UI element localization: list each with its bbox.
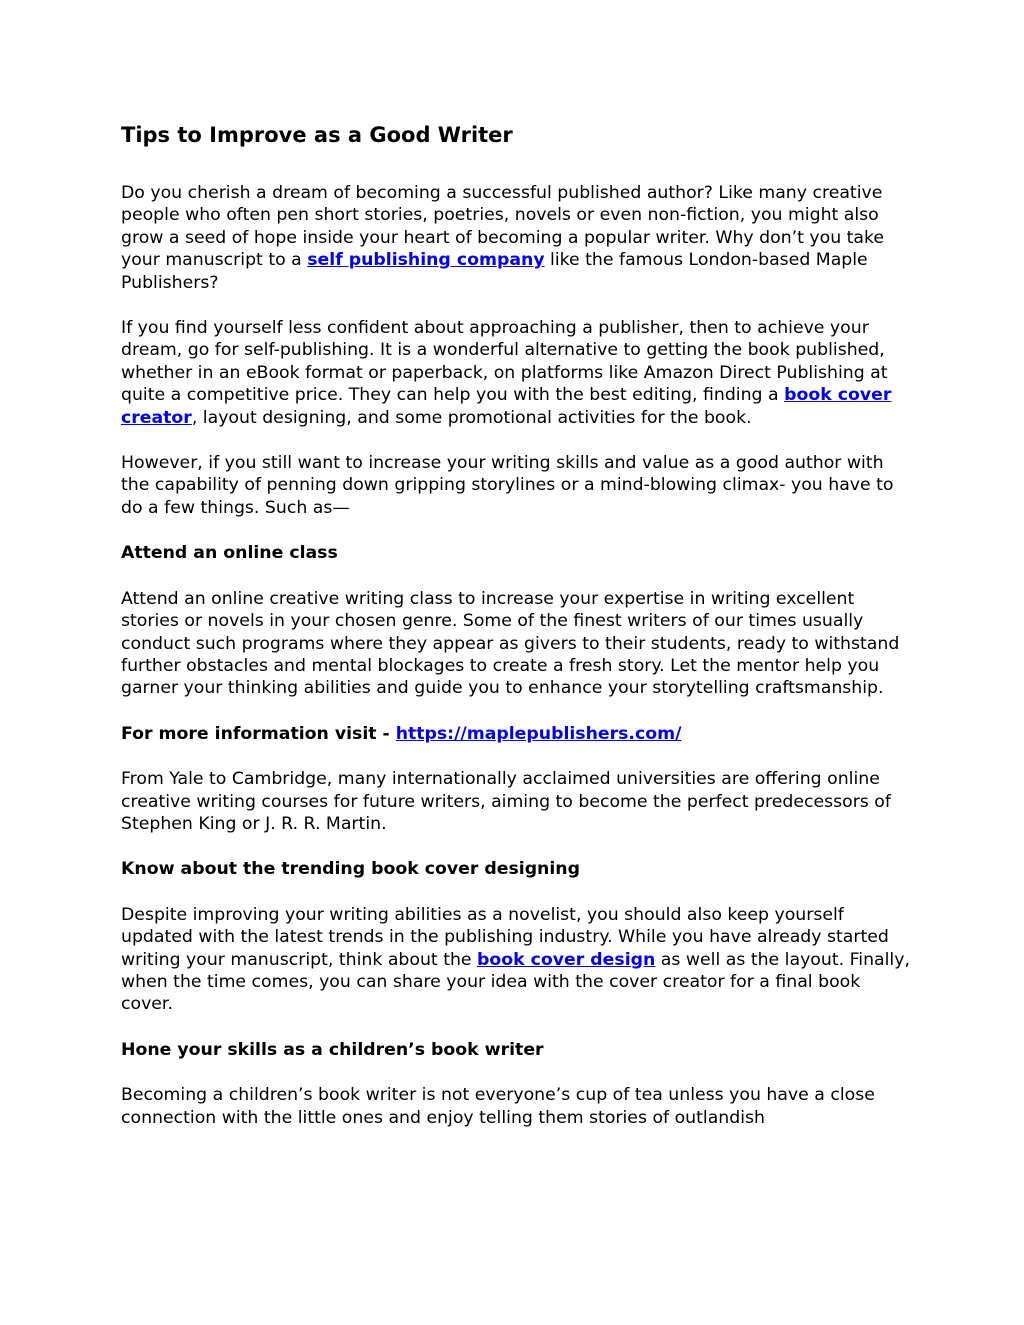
section-heading-childrens-writer: Hone your skills as a children’s book writer [121, 1039, 544, 1060]
self-publishing-paragraph [121, 317, 911, 429]
cover-design-text-before: Despite improving your writing abilities as a novelist, you should also keep yourself updated with the latest trends in the publishing industry. While you have already started writing your manuscript, think about the [121, 904, 889, 970]
online-class-paragraph: Attend an online creative writing class to increase your expertise in writing excellent stories or novels in your chosen genre. Some of the finest writers of our times usually conduct such programs where they appear as givers to their students, ready to withstand further obstacles and mental blockages to create a fresh story. Let the mentor help you garner your thinking abilities and guide you to enhance your storytelling craftsmanship. [121, 588, 900, 699]
intro-paragraph [121, 182, 911, 294]
section-heading-cover-design: Know about the trending book cover designing [121, 859, 580, 880]
universities-paragraph: From Yale to Cambridge, many internationally acclaimed universities are offering online creative writing courses for future writers, aiming to become the perfect predecessors of Stephen King or J. R. R. Martin. [121, 769, 891, 834]
para2-text-before: If you find yourself less confident about approaching a publisher, then to achieve your dream, go for self-publishing. It is a wonderful alternative to getting the book published, whether in an eBook format or paperback, on platforms like Amazon Direct Publishing at quite a competitive price. They can help you with the best editing, finding a [121, 318, 888, 406]
book-cover-design-link[interactable]: book cover design [477, 949, 656, 970]
self-publishing-company-link[interactable]: self publishing company [307, 250, 545, 271]
para2-text-after: , layout designing, and some promotional activities for the book. [191, 407, 752, 428]
document-page [121, 118, 911, 1152]
section-heading-online-class: Attend an online class [121, 543, 338, 564]
intro-text-after: like the famous London-based Maple Publishers? [121, 250, 868, 293]
cover-design-text-after: as well as the layout. Finally, when the time comes, you can share your idea with the cover creator for a final book cover. [121, 949, 910, 1015]
more-info-line [121, 723, 911, 745]
intro-text-before: Do you cherish a dream of becoming a successful published author? Like many creative people who often pen short stories, poetries, novels or even non-fiction, you might also grow a seed of hope inside your heart of becoming a popular writer. Why don’t you take your manuscript to a [121, 183, 885, 271]
document-title: Tips to Improve as a Good Writer [121, 123, 513, 147]
more-info-label: For more information visit - [121, 723, 396, 744]
book-cover-creator-link[interactable]: book cover creator [121, 385, 892, 428]
writing-skills-paragraph: However, if you still want to increase your writing skills and value as a good author with the capability of penning down gripping storylines or a mind-blowing climax- you have to do a few things. Such as— [121, 453, 894, 518]
cover-design-paragraph [121, 904, 911, 1016]
childrens-writer-paragraph: Becoming a children’s book writer is not everyone’s cup of tea unless you have a close connection with the little ones and enjoy telling them stories of outlandish [121, 1085, 875, 1128]
maple-publishers-link[interactable]: https://maplepublishers.com/ [395, 723, 682, 744]
